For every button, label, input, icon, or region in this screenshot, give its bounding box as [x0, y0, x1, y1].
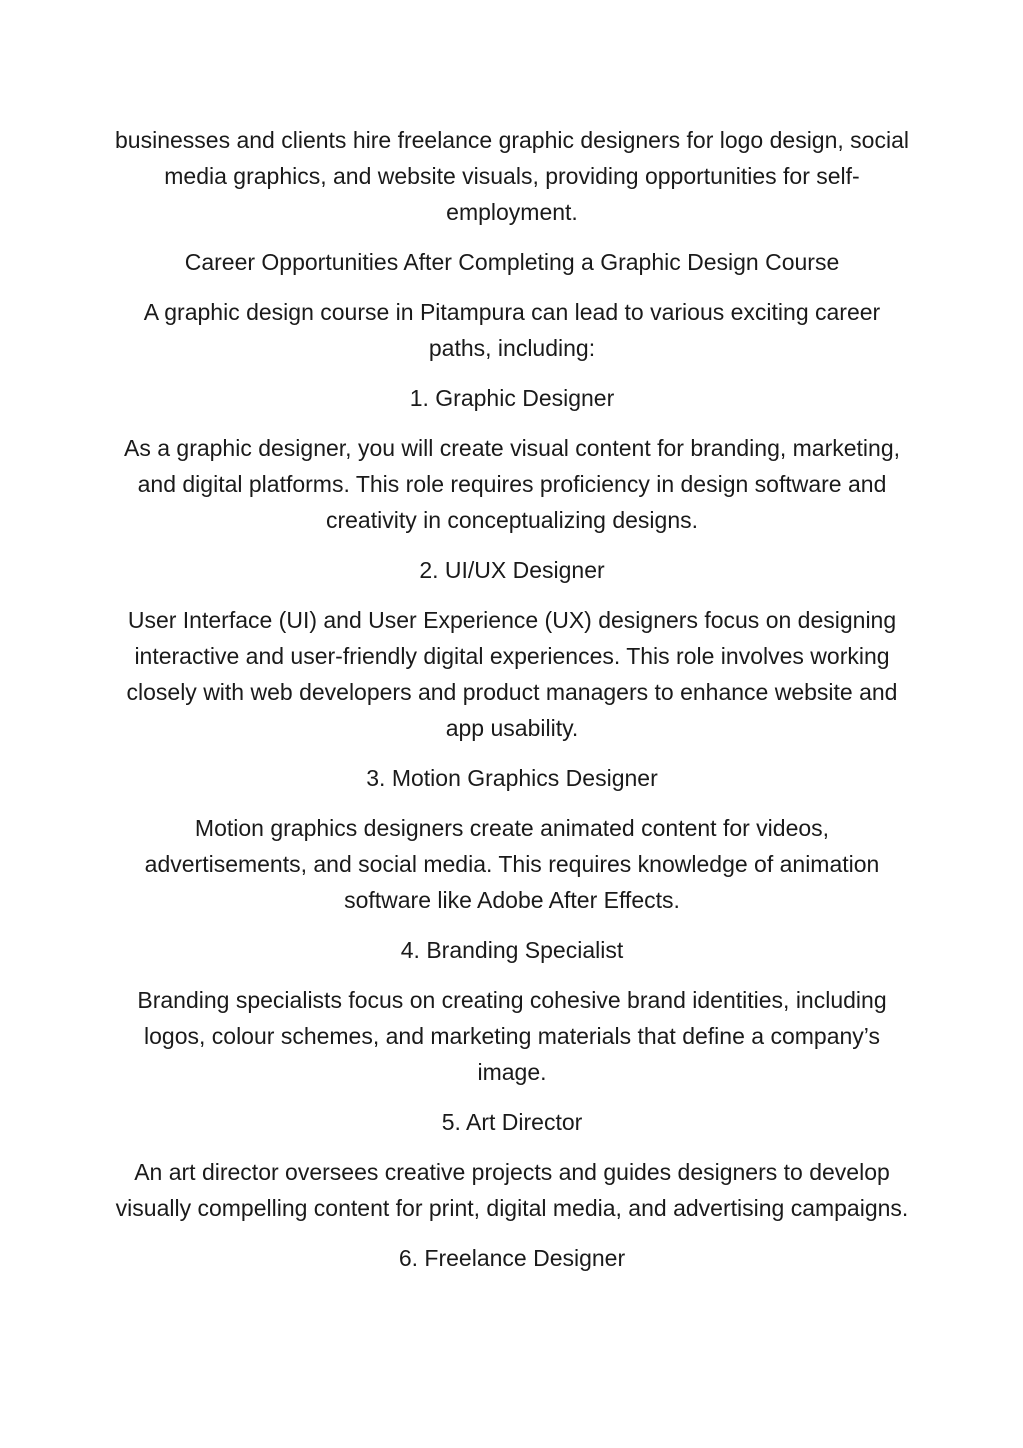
document-page [112, 122, 912, 1290]
paragraph-branding-specialist: Branding specialists focus on creating cohesive brand identities, including logos, colour schemes, and marketing materials that define a company’s image. [137, 987, 887, 1085]
paragraph-motion-graphics-designer: Motion graphics designers create animated content for videos, advertisements, and social media. This requires knowledge of animation software like Adobe After Effects. [144, 815, 880, 913]
heading-motion-graphics-designer: 3. Motion Graphics Designer [366, 765, 658, 791]
heading-ui-ux-designer: 2. UI/UX Designer [419, 557, 605, 583]
heading-art-director: 5. Art Director [441, 1109, 583, 1135]
paragraph-graphic-designer: As a graphic designer, you will create visual content for branding, marketing, and digital platforms. This role requires proficiency in design software and creativity in conceptualizing designs. [123, 435, 901, 533]
paragraph-career-paths: A graphic design course in Pitampura can lead to various exciting career paths, including: [143, 299, 881, 361]
heading-branding-specialist: 4. Branding Specialist [400, 937, 624, 963]
section-heading-career-opportunities: Career Opportunities After Completing a Graphic Design Course [184, 249, 840, 275]
heading-graphic-designer: 1. Graphic Designer [409, 385, 615, 411]
paragraph-freelance-intro: businesses and clients hire freelance graphic designers for logo design, social media graphics, and website visuals, providing opportunities for self-employment. [115, 127, 909, 225]
paragraph-art-director: An art director oversees creative projects and guides designers to develop visually compelling content for print, digital media, and advertising campaigns. [115, 1159, 909, 1221]
heading-freelance-designer: 6. Freelance Designer [398, 1245, 626, 1271]
paragraph-ui-ux-designer: User Interface (UI) and User Experience (UX) designers focus on designing interactive and user-friendly digital experiences. This role involves working closely with web developers and product managers to enhance website and app usability. [126, 607, 898, 741]
